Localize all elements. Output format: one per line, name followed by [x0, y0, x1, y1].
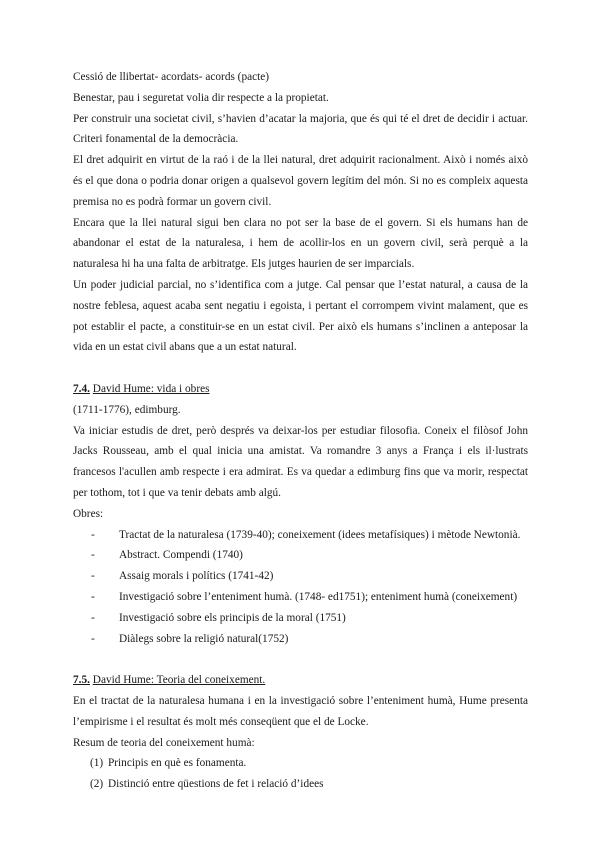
dash-marker: -: [91, 632, 95, 645]
pact-line: Cessió de llibertat- acordats- acords (pacte): [73, 71, 270, 83]
list-item: [73, 774, 528, 795]
list-item: [73, 525, 528, 546]
dash-marker: -: [91, 570, 95, 583]
dash-marker: -: [91, 549, 95, 562]
step-text: Distinció entre qüestions de fet i relació d’idees: [108, 778, 324, 791]
list-item: [73, 753, 528, 774]
work-text: Abstract. Compendi (1740): [119, 549, 243, 562]
works-label: Obres:: [73, 507, 104, 520]
natural-law-paragraph: El dret adquirit en virtut de la raó i de la llei natural, dret adquirit racionalment. Això i només això és el que dona o podria donar origen a qualsevol govern legítim del món. Si no es compleix aquesta premisa no es podrà formar un govern civil.: [73, 154, 528, 208]
work-text: Investigació sobre l’enteniment humà. (1748- ed1751); enteniment humà (coneixement): [119, 590, 518, 603]
list-item: [73, 587, 528, 608]
section-heading-hume-knowledge: [73, 670, 528, 691]
judicial-power-paragraph: Un poder judicial parcial, no s’identifica com a jutge. Cal pensar que l’estat natural, a causa de la nostre feblesa, aquest acaba sent negatiu i egoista, i pertant el corrompem vivint malament, que es pot establir el pacte, a constituir-se en un estat civil. Per això els humans s’inclinen a anteposar la vida en un estat civil abans que a un estat natural.: [73, 278, 528, 354]
civil-society-paragraph: Per construir una societat civil, s’havien d’acatar la majoria, que és qui té el dret de decidir i actuar. Criteri fonamental de la democràcia.: [73, 112, 528, 146]
dash-marker: -: [91, 590, 95, 603]
dash-marker: -: [91, 611, 95, 624]
list-item: [73, 566, 528, 587]
hume-biography-paragraph: Va iniciar estudis de dret, però després va deixar-los per estudiar filosofia. Coneix el filòsof John Jacks Rousseau, amb el qual inicia una amistat. Va romandre 3 anys a França i els il·lustrats francesos l'acullen amb respecte i era admirat. Es va quedar a edimburg fins que va morir, respectat per tothom, tot i que va tenir debats amb algú.: [73, 424, 528, 499]
section-title: David Hume: vida i obres: [92, 382, 210, 395]
work-text: Tractat de la naturalesa (1739-40); coneixement (idees metafísiques) i mètode Newtonià.: [119, 528, 521, 541]
step-marker: (1): [90, 757, 104, 770]
step-text: Principis en què es fonamenta.: [108, 757, 247, 770]
list-item: [73, 608, 528, 629]
empiricism-paragraph: En el tractat de la naturalesa humana i en la investigació sobre l’enteniment humà, Hume presenta l’empirisme i el resultat és molt més conseqüent que el de Locke.: [73, 694, 528, 728]
section-title: David Hume: Teoria del coneixement.: [92, 674, 266, 687]
list-item: [73, 629, 528, 650]
summary-label: Resum de teoria del coneixement humà:: [73, 736, 255, 749]
arbitration-paragraph: Encara que la llei natural sigui ben clara no pot ser la base de el govern. Si els humans han de abandonar el estat de la naturalesa, i hem de acollir-los en un govern civil, serà perquè a la naturalesa hi ha una falta de arbitratge. Els jutges haurien de ser imparcials.: [73, 216, 528, 271]
spacer: [73, 649, 528, 670]
spacer: [73, 358, 528, 379]
works-list: [73, 525, 528, 650]
section-number: 7.5.: [73, 674, 90, 687]
section-heading-hume-life: [73, 379, 528, 400]
knowledge-steps-list: [73, 753, 528, 795]
work-text: Diàlegs sobre la religió natural(1752): [119, 632, 289, 645]
dash-marker: -: [91, 528, 95, 541]
welfare-line: Benestar, pau i seguretat volia dir respecte a la propietat.: [73, 91, 329, 104]
work-text: Investigació sobre els principis de la moral (1751): [119, 611, 346, 624]
list-item: [73, 545, 528, 566]
section-number: 7.4.: [73, 382, 90, 395]
work-text: Assaig morals i polítics (1741-42): [119, 570, 274, 583]
step-marker: (2): [90, 778, 104, 791]
hume-dates-line: (1711-1776), edimburg.: [73, 403, 181, 416]
document-body: [73, 67, 528, 795]
